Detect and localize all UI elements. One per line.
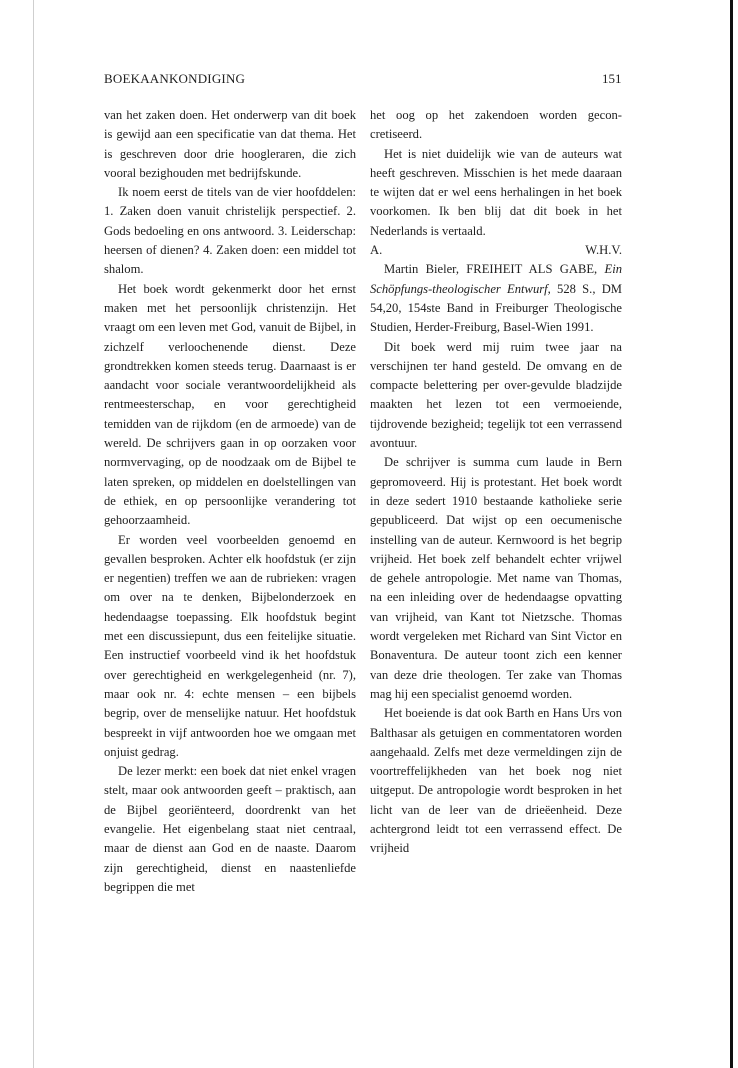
paragraph: Er worden veel voorbeelden genoemd en gevallen besproken. Achter elk hoofdstuk (er zijn er negentien) treffen we aan de rubrieken: vragen om over na te denken, Bijbelonderzoek en hedendaagse toepassing. Elk hoofdstuk begint met een discussiepunt, dus een feitelijke situatie. Een instructief voorbeeld vind ik het hoofdstuk over gerechtigheid en werkgelegenheid (nr. 7), maar ook nr. 4: echte mensen – een bijbels begrip, over de menselijke natuur. Het hoofdstuk bespreekt in vijf antwoorden hoe we omgaan met onjuist gedrag. bbox=[104, 532, 356, 759]
left-column bbox=[104, 106, 356, 897]
scan-right-edge bbox=[730, 0, 733, 1068]
review-signature bbox=[370, 241, 622, 260]
scan-left-edge bbox=[33, 0, 34, 1068]
paragraph: De schrijver is summa cum laude in Bern gepromoveerd. Hij is protestant. Het boek wordt in deze sedert 1910 bestaande katholieke serie gepubliceerd. Dat wijst op een oecumenische instelling van de auteur. Kernwoord is het begrip vrijheid. Het boek zelf behandelt echter vrijwel de gehele antropologie. Met name van Thomas, na een inleiding over de hedendaagse opvatting van vrijheid, van Kant tot Nietzsche. Thomas wordt vergeleken met Richard van Sint Victor en Bonaventura. De auteur toont zich een kenner van deze drie theologen. Ter zake van Thomas mag hij een specialist genoemd worden. bbox=[370, 455, 622, 701]
paragraph: van het zaken doen. Het onderwerp van dit boek is gewijd aan een specificatie van dat thema. Het is geschreven door drie hoogleraren, die zich vooral bezighouden met bedrijfskunde. bbox=[104, 108, 356, 180]
book-subtitle: Ein Schöpfungs-theologischer Entwurf, bbox=[370, 262, 622, 296]
signature-author: W.H.V. bbox=[585, 243, 622, 258]
paragraph: het oog op het zakendoen worden geconcretiseerd. bbox=[370, 108, 622, 142]
paragraph: Dit boek werd mij ruim twee jaar na verschijnen ter hand gesteld. De omvang en de compacte belettering per over-gevulde bladzijde maakten het lezen tot een vermoeiende, tijdrovende bezigheid; tegelijk tot een verrassend avontuur. bbox=[370, 339, 622, 451]
paragraph: De lezer merkt: een boek dat niet enkel vragen stelt, maar ook antwoorden geeft – praktisch, aan de Bijbel georiënteerd, doordrenkt van het evangelie. Het eigenbelang staat niet centraal, maar de dienst aan God en de naaste. Daarom zijn gerechtigheid, dienst en naastenliefde begrippen die met bbox=[104, 764, 356, 894]
right-column bbox=[370, 106, 622, 859]
page-number: 151 bbox=[602, 71, 622, 86]
paragraph: Het is niet duidelijk wie van de auteurs wat heeft geschreven. Misschien is het mede daaraan te wijten dat er wel eens herhalingen in het boek voorkomen. Ik ben blij dat dit boek in het Nederlands is vertaald. bbox=[370, 146, 622, 238]
paragraph: Ik noem eerst de titels van de vier hoofddelen: 1. Zaken doen vanuit christelijk perspectief. 2. Gods bedoeling en ons antwoord. 3. Leiderschap: heersen of dienen? 4. Zaken doen: een middel tot shalom. bbox=[104, 185, 356, 277]
signature-initial: A. bbox=[370, 243, 383, 258]
paragraph: Het boek wordt gekenmerkt door het ernst maken met het persoonlijk christenzijn. Het vraagt om een leven met God, vanuit de Bijbel, in zichzelf verloochenende dienst. Deze grondtrekken komen steeds terug. Daarnaast is er aandacht voor sociale verantwoordelijkheid als rentmeesterschap, en voor gerechtigheid temidden van de rijkdom (en de armoede) van de wereld. De schrijvers gaan in op oorzaken voor normvervaging, op de noodzaak om de Bijbel te laten spreken, op middelen en doelstellingen van de ethiek, en op persoonlijke verandering tot gehoorzaamheid. bbox=[104, 281, 356, 528]
paragraph: Het boeiende is dat ook Barth en Hans Urs von Balthasar als getuigen en commentatoren worden aangehaald. Zelfs met deze vermeldingen zijn de voortreffelijkheden van het boek nog niet uitgeput. De antropologie wordt besproken in het licht van de leer van de drieëenheid. Deze achtergrond leidt tot een verrassend effect. De vrijheid bbox=[370, 706, 622, 856]
book-reference bbox=[370, 260, 622, 337]
book-author-title: Martin Bieler, FREIHEIT ALS GABE, bbox=[384, 262, 605, 277]
book-details: 528 S., DM 54,20, 154ste Band in Freiburger Theologische Studien, Herder-Freiburg, Basel-Wien 1991. bbox=[370, 281, 622, 335]
running-head: BOEKAANKONDIGING bbox=[104, 71, 246, 86]
